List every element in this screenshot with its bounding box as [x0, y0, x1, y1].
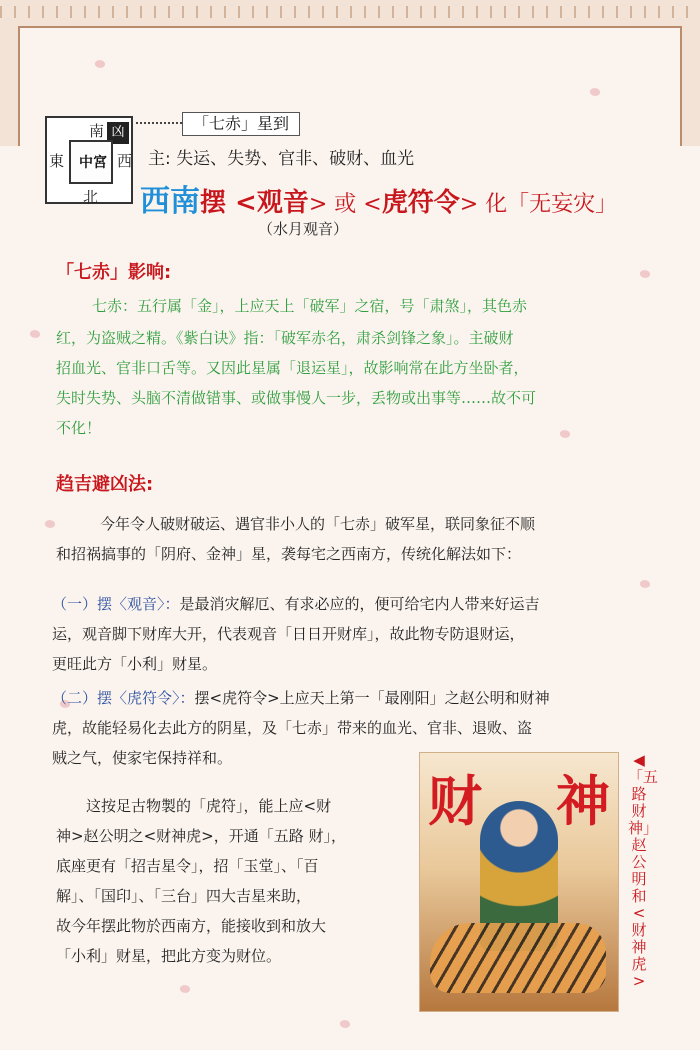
paragraph-line: 虎，故能轻易化去此方的阴星，及「七赤」带来的血光、官非、退败、盗	[52, 719, 533, 737]
tiger-figure	[430, 923, 606, 993]
top-border	[0, 0, 700, 28]
paragraph-line: 解」、「国印」、「三台」四大吉星来助，	[56, 887, 312, 905]
paragraph-line: 今年令人破财破运、遇官非小人的「七赤」破军星，联同象征不顺	[100, 515, 536, 533]
petal-decoration	[94, 58, 106, 69]
compass-south: 南	[89, 122, 105, 140]
right-border	[680, 26, 700, 146]
paragraph-line: 失时失势、头脑不清做错事、或做事慢人一步，丢物或出事等……故不可	[56, 389, 537, 407]
petal-decoration	[559, 428, 571, 439]
compass-center: 中宮	[79, 155, 107, 171]
section-title: 趋吉避凶法:	[56, 474, 154, 495]
item-2	[52, 682, 550, 714]
left-border	[0, 26, 20, 146]
headline-direction: 西南	[140, 184, 200, 219]
petal-decoration	[639, 268, 651, 279]
compass-west: 西	[117, 152, 133, 170]
subnote: （水月观音）	[258, 220, 349, 238]
paragraph-line: 神>赵公明之<财神虎>，开通「五路 财」，	[56, 827, 346, 845]
painting-character: 财	[428, 769, 482, 833]
wealth-god-painting	[419, 752, 619, 1012]
petal-decoration	[44, 518, 56, 529]
petal-decoration	[179, 983, 191, 994]
main-effects: 主: 失运、失势、官非、破财、血光	[148, 149, 415, 169]
paragraph-line: 摆<虎符令>上应天上第一「最刚阳」之赵公明和财神	[194, 689, 550, 707]
item-label: （一）摆〈观音〉：	[52, 595, 180, 613]
compass-east: 東	[49, 152, 65, 170]
paragraph-line: 这按足古物製的「虎符」，能上应<财	[86, 797, 332, 815]
item-1	[52, 588, 540, 620]
headline-text: > 化「无妄灾」	[459, 192, 618, 217]
paragraph-line: 更旺此方「小利」财星。	[52, 655, 218, 673]
paragraph-line: 底座更有「招吉星令」，招「玉堂」、「百	[56, 857, 319, 875]
paragraph-line: 七赤：五行属「金」，上应天上「破军」之宿，号「肃煞」，其色赤	[92, 297, 528, 315]
petal-decoration	[639, 578, 651, 589]
section-title: 「七赤」影响:	[56, 262, 172, 283]
compass-diagram	[45, 116, 133, 204]
inauspicious-marker: 凶	[107, 122, 129, 144]
paragraph-line: 运，观音脚下财库大开，代表观音「日日开财库」，故此物专防退财运，	[52, 625, 525, 643]
paragraph-line: 红，为盗贼之精。《紫白诀》指：「破军赤名，肃杀剑锋之象」。主破财	[56, 329, 514, 347]
paragraph-line: 招血光、官非口舌等。又因此星属「退运星」，故影响常在此方坐卧者，	[56, 359, 529, 377]
paragraph-line: 和招祸搞事的「阴府、金神」星，袭每宅之西南方，传统化解法如下：	[56, 545, 522, 563]
headline-text: > 或 <	[308, 192, 382, 217]
painting-character: 神	[556, 769, 610, 833]
paragraph-line: 是最消灾解厄、有求必应的，便可给宅内人带来好运吉	[179, 595, 540, 613]
item-label: （二）摆〈虎符令〉：	[52, 689, 195, 707]
headline	[140, 176, 617, 220]
petal-decoration	[339, 1018, 351, 1029]
paragraph-line: 贼之气，使家宅保持祥和。	[52, 749, 233, 767]
paragraph-line: 不化！	[56, 419, 102, 437]
painting-caption: ◀「五路财神」赵公明和<财神虎>	[628, 751, 659, 990]
headline-text: 摆 <	[200, 188, 257, 218]
dotted-pointer	[136, 122, 182, 124]
headline-item: 观音	[256, 188, 309, 218]
paragraph-line: 「小利」财星，把此方变为财位。	[56, 947, 282, 965]
petal-decoration	[29, 328, 41, 339]
compass-north: 北	[83, 188, 99, 206]
petal-decoration	[589, 86, 601, 97]
paragraph-line: 故今年摆此物於西南方，能接收到和放大	[56, 917, 327, 935]
star-label: 「七赤」星到	[182, 112, 300, 136]
headline-item: 虎符令	[381, 188, 460, 218]
